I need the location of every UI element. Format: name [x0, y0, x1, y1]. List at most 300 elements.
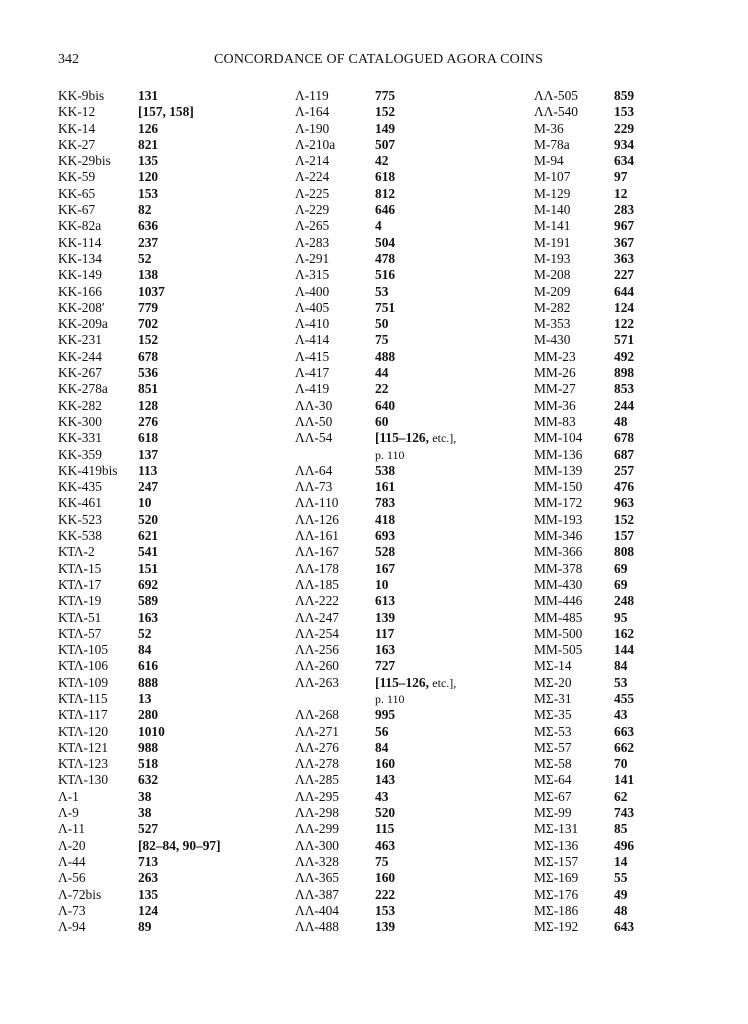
- catalogue-number: [375, 870, 395, 886]
- catalogue-number: [375, 153, 388, 169]
- catalogue-number: [375, 300, 395, 316]
- inventory-number: KK-359: [58, 446, 102, 462]
- catalogue-value: 662: [614, 739, 635, 755]
- catalogue-number: [375, 479, 395, 495]
- catalogue-number: [614, 186, 627, 202]
- catalogue-value: 38: [138, 805, 152, 821]
- inventory-number: ΚΤΛ-115: [58, 690, 108, 706]
- catalogue-number: [614, 332, 634, 348]
- catalogue-number: [614, 104, 634, 120]
- catalogue-note: etc.],: [432, 431, 457, 446]
- inventory-number: ΛΛ-278: [295, 756, 339, 772]
- catalogue-number: [375, 707, 395, 723]
- catalogue-number: [375, 821, 394, 837]
- catalogue-value: 137: [138, 446, 159, 462]
- catalogue-number: [375, 381, 388, 397]
- catalogue-number: [614, 805, 634, 821]
- catalogue-number: [138, 300, 158, 316]
- catalogue-number: [138, 561, 158, 577]
- inventory-number: Λ-44: [58, 853, 86, 869]
- catalogue-value: 160: [375, 756, 396, 772]
- inventory-number: ΚΤΛ-123: [58, 756, 109, 772]
- catalogue-number: [614, 903, 627, 919]
- inventory-number: ΛΛ-263: [295, 674, 339, 690]
- catalogue-number: [138, 381, 158, 397]
- catalogue-value: 49: [614, 886, 628, 902]
- inventory-number: ΜΣ-67: [534, 788, 572, 804]
- inventory-number: Λ-224: [295, 169, 330, 185]
- catalogue-number: [375, 528, 395, 544]
- inventory-number: ΚΤΛ-105: [58, 642, 109, 658]
- inventory-number: M-353: [534, 316, 571, 332]
- catalogue-value: 139: [375, 609, 396, 625]
- catalogue-number: [138, 854, 158, 870]
- catalogue-value: 478: [375, 250, 396, 266]
- catalogue-value: 247: [138, 479, 159, 495]
- inventory-number: KK-12: [58, 104, 96, 120]
- catalogue-number: [138, 610, 158, 626]
- inventory-number: Λ-225: [295, 185, 330, 201]
- catalogue-number: [614, 724, 634, 740]
- page-header: [58, 52, 662, 74]
- catalogue-value: 702: [138, 316, 159, 332]
- catalogue-value: 528: [375, 544, 396, 560]
- inventory-number: Λ-164: [295, 104, 330, 120]
- catalogue-number: [614, 137, 634, 153]
- inventory-number: ΛΛ-54: [295, 430, 333, 446]
- catalogue-value: 84: [375, 739, 389, 755]
- catalogue-number: [138, 88, 158, 104]
- catalogue-number: [138, 202, 151, 218]
- inventory-number: ΚΤΛ-17: [58, 576, 102, 592]
- catalogue-value: 812: [375, 185, 396, 201]
- catalogue-value: 488: [375, 348, 396, 364]
- inventory-number: ΜΣ-192: [534, 919, 579, 935]
- inventory-number: KK-461: [58, 495, 102, 511]
- inventory-number: ΜΣ-20: [534, 674, 572, 690]
- catalogue-number: [614, 218, 634, 234]
- inventory-number: ΛΛ-285: [295, 772, 339, 788]
- catalogue-value: 751: [375, 299, 396, 315]
- catalogue-number: [614, 919, 634, 935]
- inventory-number: ΛΛ-298: [295, 805, 339, 821]
- catalogue-value: 967: [614, 218, 635, 234]
- inventory-number: KK-538: [58, 528, 102, 544]
- catalogue-value: 22: [375, 381, 389, 397]
- inventory-number: ΚΤΛ-51: [58, 609, 102, 625]
- inventory-number: Λ-72bis: [58, 886, 102, 902]
- inventory-number: MM-172: [534, 495, 583, 511]
- catalogue-number: [138, 218, 158, 234]
- catalogue-number: [614, 642, 634, 658]
- inventory-number: Λ-56: [58, 870, 86, 886]
- inventory-number: M-430: [534, 332, 571, 348]
- catalogue-number: [375, 854, 388, 870]
- catalogue-number: [138, 642, 151, 658]
- inventory-number: MM-366: [534, 544, 583, 560]
- catalogue-value: 808: [614, 544, 635, 560]
- catalogue-number: [375, 544, 395, 560]
- catalogue-value: 113: [138, 462, 158, 478]
- catalogue-value: 618: [138, 430, 159, 446]
- catalogue-number: [138, 887, 158, 903]
- inventory-number: Λ-414: [295, 332, 330, 348]
- catalogue-value: 536: [138, 365, 159, 381]
- catalogue-value: 634: [614, 153, 635, 169]
- catalogue-number: [614, 381, 634, 397]
- inventory-number: ΛΛ-50: [295, 413, 333, 429]
- catalogue-value: 263: [138, 870, 159, 886]
- catalogue-value: 97: [614, 169, 628, 185]
- catalogue-number: [614, 593, 634, 609]
- catalogue-number: [375, 740, 388, 756]
- catalogue-value: 139: [375, 919, 396, 935]
- catalogue-value: 135: [138, 886, 159, 902]
- inventory-number: Λ-291: [295, 250, 330, 266]
- inventory-number: Λ-315: [295, 267, 330, 283]
- inventory-number: MM-500: [534, 625, 583, 641]
- inventory-number: ΛΛ-404: [295, 902, 339, 918]
- catalogue-value: 859: [614, 88, 635, 103]
- catalogue-value: 237: [138, 234, 159, 250]
- catalogue-number: [375, 202, 395, 218]
- inventory-number: KK-67: [58, 202, 96, 218]
- catalogue-value: 644: [614, 283, 635, 299]
- inventory-number: Λ-9: [58, 805, 79, 821]
- catalogue-number: [138, 137, 158, 153]
- catalogue-number: [138, 463, 157, 479]
- catalogue-number: [614, 691, 634, 707]
- catalogue-value: 38: [138, 788, 152, 804]
- catalogue-value: 163: [375, 642, 396, 658]
- catalogue-value: 14: [614, 853, 628, 869]
- inventory-number: ΛΛ-256: [295, 642, 339, 658]
- catalogue-value: 131: [138, 88, 159, 103]
- catalogue-number: [375, 235, 395, 251]
- catalogue-value: 62: [614, 788, 628, 804]
- catalogue-number: [138, 707, 158, 723]
- inventory-number: Λ-419: [295, 381, 330, 397]
- catalogue-value: [115–126,: [375, 674, 433, 690]
- catalogue-value: 10: [138, 495, 152, 511]
- inventory-number: KK-331: [58, 430, 102, 446]
- catalogue-number: [375, 805, 395, 821]
- catalogue-value: 82: [138, 202, 152, 218]
- inventory-number: M-208: [534, 267, 571, 283]
- catalogue-value: 4: [375, 218, 382, 234]
- catalogue-value: [82–84, 90–97]: [138, 837, 221, 853]
- catalogue-value: 126: [138, 120, 159, 136]
- catalogue-value: 120: [138, 169, 159, 185]
- inventory-number: ΜΣ-176: [534, 886, 579, 902]
- catalogue-value: 70: [614, 756, 628, 772]
- catalogue-value: 152: [614, 511, 635, 527]
- catalogue-number: [614, 267, 634, 283]
- catalogue-number: [375, 577, 388, 593]
- catalogue-value: 143: [375, 772, 396, 788]
- inventory-number: KK-29bis: [58, 153, 111, 169]
- inventory-number: ΚΤΛ-130: [58, 772, 109, 788]
- catalogue-number: [138, 626, 151, 642]
- inventory-number: MM-136: [534, 446, 583, 462]
- catalogue-number: [614, 561, 627, 577]
- catalogue-number: [375, 561, 395, 577]
- catalogue-number: [614, 430, 634, 446]
- inventory-number: ΛΛ-185: [295, 576, 339, 592]
- catalogue-number: [375, 218, 382, 234]
- inventory-number: M-107: [534, 169, 571, 185]
- inventory-number: KK-208′: [58, 299, 105, 315]
- catalogue-number: [614, 495, 634, 511]
- catalogue-value: 153: [614, 104, 635, 120]
- catalogue-number: [614, 463, 634, 479]
- inventory-number: MM-36: [534, 397, 576, 413]
- inventory-number: KK-27: [58, 136, 96, 152]
- catalogue-value: 821: [138, 136, 159, 152]
- inventory-number: ΛΛ-260: [295, 658, 339, 674]
- catalogue-number: [138, 919, 151, 935]
- catalogue-value: 10: [375, 576, 389, 592]
- inventory-number: MM-23: [534, 348, 576, 364]
- catalogue-number: [375, 756, 395, 772]
- catalogue-value: 496: [614, 837, 635, 853]
- catalogue-value: 227: [614, 267, 635, 283]
- inventory-number: Λ-283: [295, 234, 330, 250]
- catalogue-value: 963: [614, 495, 635, 511]
- inventory-number: MM-446: [534, 593, 583, 609]
- catalogue-value: 52: [138, 625, 152, 641]
- catalogue-value: 646: [375, 202, 396, 218]
- catalogue-value: 516: [375, 267, 396, 283]
- catalogue-number: [614, 854, 627, 870]
- catalogue-value: 621: [138, 528, 159, 544]
- catalogue-number: [138, 495, 151, 511]
- inventory-number: KK-149: [58, 267, 102, 283]
- catalogue-number: [614, 772, 634, 788]
- catalogue-value: 124: [138, 902, 159, 918]
- catalogue-number: [614, 447, 634, 463]
- catalogue-value: 898: [614, 365, 635, 381]
- inventory-number: ΚΤΛ-15: [58, 560, 102, 576]
- catalogue-number: [614, 821, 627, 837]
- catalogue-number: [138, 544, 158, 560]
- catalogue-value: 48: [614, 902, 628, 918]
- catalogue-value: 1037: [138, 283, 165, 299]
- catalogue-number: [138, 805, 151, 821]
- catalogue-value: 163: [138, 609, 159, 625]
- inventory-number: M-129: [534, 185, 571, 201]
- catalogue-value: 283: [614, 202, 635, 218]
- catalogue-value: 43: [614, 707, 628, 723]
- inventory-number: MM-378: [534, 560, 583, 576]
- inventory-number: ΛΛ-254: [295, 625, 339, 641]
- catalogue-value: 632: [138, 772, 159, 788]
- catalogue-number: [614, 316, 634, 332]
- inventory-number: ΛΛ-178: [295, 560, 339, 576]
- inventory-number: Λ-11: [58, 821, 86, 837]
- catalogue-number: [138, 724, 165, 740]
- catalogue-value: 95: [614, 609, 628, 625]
- catalogue-number: [138, 349, 158, 365]
- catalogue-value: 161: [375, 479, 396, 495]
- inventory-number: ΜΣ-64: [534, 772, 572, 788]
- catalogue-number: [375, 887, 395, 903]
- inventory-number: KK-114: [58, 234, 102, 250]
- catalogue-value: 618: [375, 169, 396, 185]
- catalogue-number: [614, 365, 634, 381]
- inventory-number: ΛΛ-276: [295, 739, 339, 755]
- catalogue-value: 69: [614, 560, 628, 576]
- catalogue-number: [138, 398, 158, 414]
- catalogue-value: 50: [375, 316, 389, 332]
- inventory-number: Λ-410: [295, 316, 330, 332]
- inventory-number: KK-209a: [58, 316, 108, 332]
- catalogue-value: 571: [614, 332, 635, 348]
- catalogue-number: [375, 919, 395, 935]
- catalogue-value: 640: [375, 397, 396, 413]
- catalogue-number: [138, 284, 165, 300]
- inventory-number: ΚΤΛ-120: [58, 723, 109, 739]
- catalogue-number: [375, 512, 395, 528]
- catalogue-value: 727: [375, 658, 396, 674]
- inventory-number: ΛΛ-505: [534, 88, 578, 103]
- catalogue-number: [614, 870, 627, 886]
- page-number: 342: [58, 52, 79, 67]
- inventory-number: ΛΛ-365: [295, 870, 339, 886]
- catalogue-number: [375, 251, 395, 267]
- catalogue-number: [375, 316, 388, 332]
- catalogue-value: 160: [375, 870, 396, 886]
- inventory-number: MM-104: [534, 430, 583, 446]
- catalogue-number: [614, 707, 627, 723]
- inventory-number: M-282: [534, 299, 571, 315]
- catalogue-note: p. 110: [375, 691, 405, 706]
- catalogue-number: [138, 479, 158, 495]
- inventory-number: KK-244: [58, 348, 102, 364]
- inventory-number: ΛΛ-300: [295, 837, 339, 853]
- inventory-number: MM-430: [534, 576, 583, 592]
- catalogue-number: [614, 88, 634, 104]
- inventory-number: ΚΤΛ-57: [58, 625, 102, 641]
- catalogue-value: 276: [138, 413, 159, 429]
- catalogue-number: [614, 251, 634, 267]
- catalogue-value: 779: [138, 299, 159, 315]
- catalogue-value: 476: [614, 479, 635, 495]
- catalogue-value: 851: [138, 381, 159, 397]
- inventory-number: MM-139: [534, 462, 583, 478]
- catalogue-value: 55: [614, 870, 628, 886]
- catalogue-number: [138, 756, 158, 772]
- catalogue-number: [614, 479, 634, 495]
- inventory-number: ΛΛ-167: [295, 544, 339, 560]
- catalogue-value: 149: [375, 120, 396, 136]
- catalogue-value: 117: [375, 625, 395, 641]
- catalogue-value: 153: [375, 902, 396, 918]
- inventory-number: ΜΣ-169: [534, 870, 579, 886]
- catalogue-number: [614, 740, 634, 756]
- catalogue-value: 520: [375, 805, 396, 821]
- inventory-number: Λ-265: [295, 218, 330, 234]
- catalogue-value: 84: [138, 642, 152, 658]
- inventory-number: M-209: [534, 283, 571, 299]
- catalogue-value: 42: [375, 153, 389, 169]
- inventory-number: M-36: [534, 120, 564, 136]
- catalogue-number: [138, 528, 158, 544]
- catalogue-number: [375, 267, 395, 283]
- catalogue-number: [375, 284, 388, 300]
- catalogue-value: 153: [138, 185, 159, 201]
- catalogue-number: [138, 593, 158, 609]
- inventory-number: Λ-1: [58, 788, 79, 804]
- inventory-number: Λ-20: [58, 837, 86, 853]
- catalogue-number: [375, 463, 395, 479]
- catalogue-value: 1010: [138, 723, 165, 739]
- catalogue-number: [375, 121, 395, 137]
- catalogue-number: [375, 789, 388, 805]
- catalogue-number: [138, 121, 158, 137]
- inventory-number: MM-485: [534, 609, 583, 625]
- inventory-number: KK-300: [58, 413, 102, 429]
- catalogue-number: [375, 430, 456, 446]
- catalogue-value: 13: [138, 690, 152, 706]
- catalogue-value: 75: [375, 853, 389, 869]
- inventory-number: ΛΛ-126: [295, 511, 339, 527]
- catalogue-value: 257: [614, 462, 635, 478]
- catalogue-number: [138, 740, 158, 756]
- inventory-number: Λ-415: [295, 348, 330, 364]
- inventory-number: KK-267: [58, 365, 102, 381]
- catalogue-number: [375, 593, 395, 609]
- catalogue-value: 152: [375, 104, 396, 120]
- catalogue-value: 85: [614, 821, 628, 837]
- catalogue-number: [138, 169, 158, 185]
- catalogue-value: 853: [614, 381, 635, 397]
- inventory-number: Λ-119: [295, 88, 329, 103]
- catalogue-number: [614, 544, 634, 560]
- inventory-number: KK-59: [58, 169, 96, 185]
- catalogue-value: 135: [138, 153, 159, 169]
- catalogue-number: [375, 104, 395, 120]
- catalogue-number: [375, 88, 395, 104]
- catalogue-number: [614, 202, 634, 218]
- catalogue-number: [138, 235, 158, 251]
- catalogue-number: [614, 300, 634, 316]
- inventory-number: Λ-400: [295, 283, 330, 299]
- catalogue-value: 520: [138, 511, 159, 527]
- inventory-number: Λ-210a: [295, 136, 336, 152]
- catalogue-number: [375, 675, 456, 691]
- catalogue-number: [138, 430, 158, 446]
- inventory-number: ΛΛ-540: [534, 104, 578, 120]
- inventory-number: M-78a: [534, 136, 570, 152]
- catalogue-value: 280: [138, 707, 159, 723]
- catalogue-value: 743: [614, 805, 635, 821]
- catalogue-number: [614, 235, 634, 251]
- catalogue-value: 988: [138, 739, 159, 755]
- catalogue-value: 541: [138, 544, 159, 560]
- inventory-number: MM-150: [534, 479, 583, 495]
- catalogue-value: 56: [375, 723, 389, 739]
- catalogue-number: [614, 887, 627, 903]
- catalogue-number: [614, 512, 634, 528]
- inventory-number: ΛΛ-30: [295, 397, 333, 413]
- catalogue-number: [138, 447, 158, 463]
- inventory-number: ΚΤΛ-19: [58, 593, 102, 609]
- catalogue-number: [375, 398, 395, 414]
- catalogue-value: 138: [138, 267, 159, 283]
- catalogue-number: [614, 349, 634, 365]
- catalogue-value: 152: [138, 332, 159, 348]
